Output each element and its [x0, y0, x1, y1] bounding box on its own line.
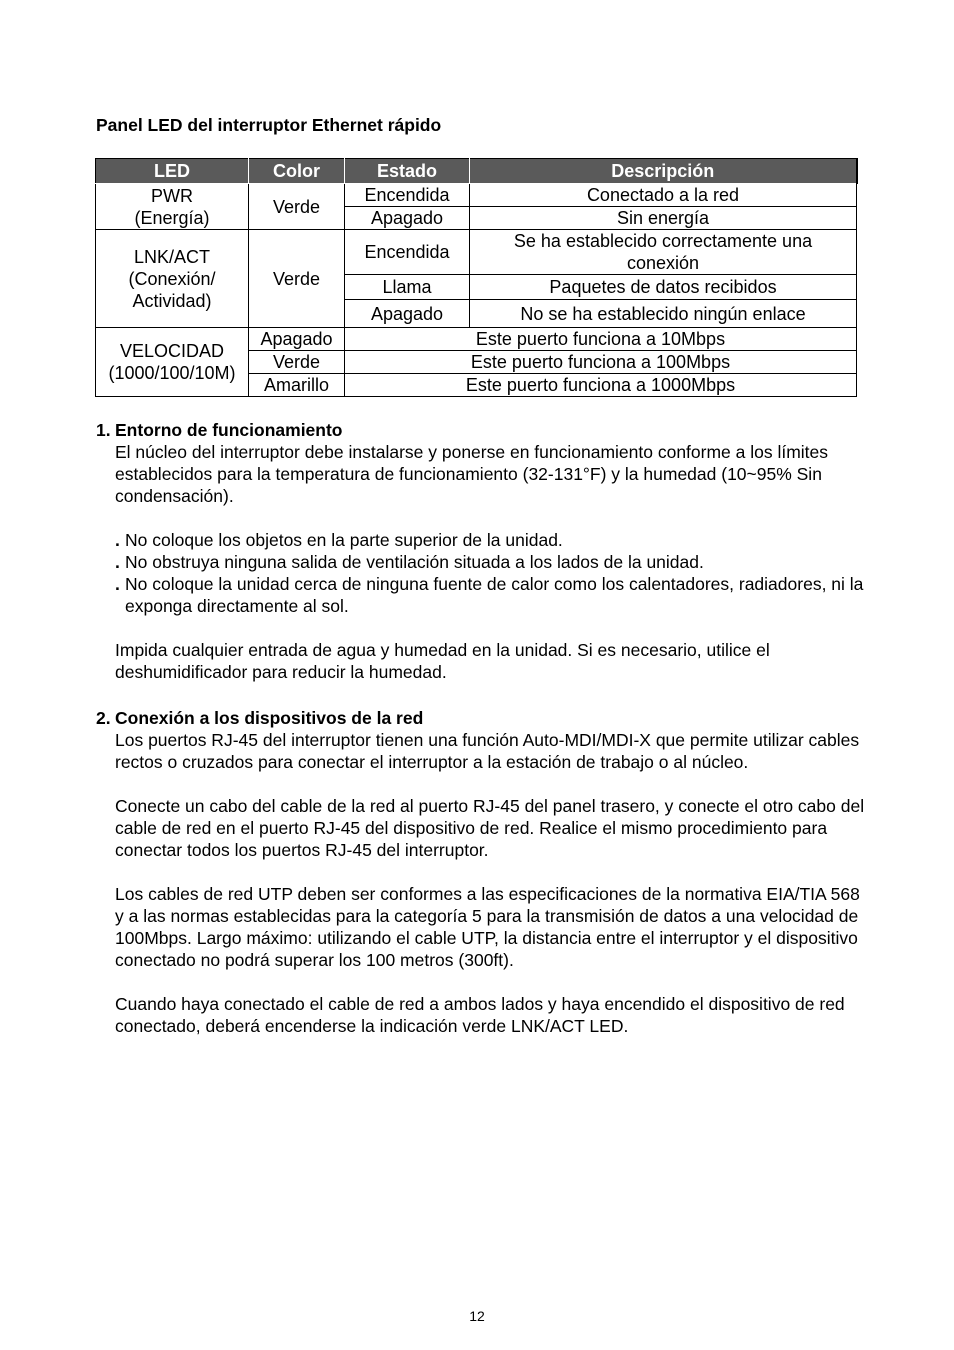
panel-title: Panel LED del interruptor Ethernet rápido — [96, 115, 442, 135]
desc-cell: Este puerto funciona a 1000Mbps — [345, 374, 857, 397]
led-name: PWR — [151, 185, 193, 206]
section-title — [96, 707, 866, 729]
paragraph: Los puertos RJ-45 del interruptor tienen una función Auto-MDI/MDI-X que permite utilizar cables rectos o cruzados para conectar el interruptor a la estación de trabajo o al núcleo. — [115, 730, 860, 772]
desc-cell: Paquetes de datos recibidos — [470, 275, 857, 300]
list-item — [115, 573, 866, 617]
led-name: LNK/ACT — [133, 246, 211, 267]
paragraph: El núcleo del interruptor debe instalarse y ponerse en funcionamiento conforme a los límites establecidos para la temperatura de funcionamiento (32-131°F) y la humedad (10~95% Sin condensación). — [115, 442, 829, 506]
header-led: LED — [96, 159, 249, 184]
estado-cell: Llama — [345, 275, 470, 300]
desc-cell: Este puerto funciona a 10Mbps — [345, 328, 857, 351]
led-name-cell — [96, 328, 249, 397]
estado-cell: Encendida — [345, 184, 470, 207]
led-name-cell — [96, 184, 249, 230]
header-descripcion: Descripción — [470, 159, 857, 184]
led-name-sub: (Conexión/ — [128, 268, 216, 289]
section-network-connection — [96, 707, 866, 1037]
paragraph: Conecte un cabo del cable de la red al puerto RJ-45 del panel trasero, y conecte el otro cabo del cable de red en el puerto RJ-45 del dispositivo de red. Realice el mismo procedimiento para conectar todos los puertos RJ-45 del interruptor. — [115, 796, 865, 860]
list-item — [115, 529, 866, 551]
led-table — [95, 158, 858, 397]
desc-cell: Este puerto funciona a 100Mbps — [345, 351, 857, 374]
bullet-list — [96, 529, 866, 617]
table-row — [96, 230, 857, 275]
section-operating-environment — [96, 419, 866, 683]
color-cell: Verde — [249, 351, 345, 374]
section-title-text: Entorno de funcionamiento — [115, 420, 343, 440]
section-title — [96, 419, 866, 441]
header-estado: Estado — [345, 159, 470, 184]
bullet-icon: . — [115, 530, 120, 550]
list-item-text: No coloque la unidad cerca de ninguna fuente de calor como los calentadores, radiadores, ni la exponga directamente al sol. — [125, 574, 864, 616]
bullet-icon: . — [115, 574, 120, 594]
section-title-text: Conexión a los dispositivos de la red — [115, 708, 424, 728]
led-name-cell — [96, 230, 249, 328]
table-row — [96, 184, 857, 207]
section-number: 1. — [96, 420, 111, 440]
color-cell: Amarillo — [249, 374, 345, 397]
list-item — [115, 551, 866, 573]
led-name-sub: Actividad) — [132, 290, 212, 311]
table-header-row — [96, 159, 857, 184]
paragraph: Los cables de red UTP deben ser conformes a las especificaciones de la normativa EIA/TIA 568 y a las normas establecidas para la categoría 5 para la transmisión de datos a una velocidad de 100Mbps. Largo máximo: utilizando el cable UTP, la distancia entre el interruptor y el dispositivo conectado no podrá superar los 100 metros (300ft). — [115, 884, 860, 970]
led-name: VELOCIDAD — [119, 341, 225, 361]
estado-cell: Apagado — [345, 207, 470, 230]
color-cell: Verde — [249, 184, 345, 230]
section-number: 2. — [96, 708, 111, 728]
estado-cell: Apagado — [345, 300, 470, 328]
desc-cell: Conectado a la red — [470, 184, 857, 207]
paragraph: Cuando haya conectado el cable de red a ambos lados y haya encendido el dispositivo de red conectado, deberá encenderse la indicación verde LNK/ACT LED. — [115, 994, 845, 1036]
estado-cell: Encendida — [345, 230, 470, 275]
bullet-icon: . — [115, 552, 120, 572]
page-number: 12 — [469, 1308, 485, 1324]
list-item-text: No coloque los objetos en la parte superior de la unidad. — [125, 530, 563, 550]
desc-cell: No se ha establecido ningún enlace — [470, 300, 857, 328]
desc-cell: Se ha establecido correctamente una conexión — [470, 230, 857, 275]
color-cell: Apagado — [249, 328, 345, 351]
led-name-sub: (1000/100/10M) — [108, 363, 236, 383]
color-cell: Verde — [249, 230, 345, 328]
led-name-sub: (Energía) — [134, 207, 210, 228]
header-color: Color — [249, 159, 345, 184]
desc-cell: Sin energía — [470, 207, 857, 230]
table-row — [96, 328, 857, 351]
paragraph: Impida cualquier entrada de agua y humedad en la unidad. Si es necesario, utilice el deshumidificador para reducir la humedad. — [115, 640, 770, 682]
list-item-text: No obstruya ninguna salida de ventilación situada a los lados de la unidad. — [125, 552, 704, 572]
